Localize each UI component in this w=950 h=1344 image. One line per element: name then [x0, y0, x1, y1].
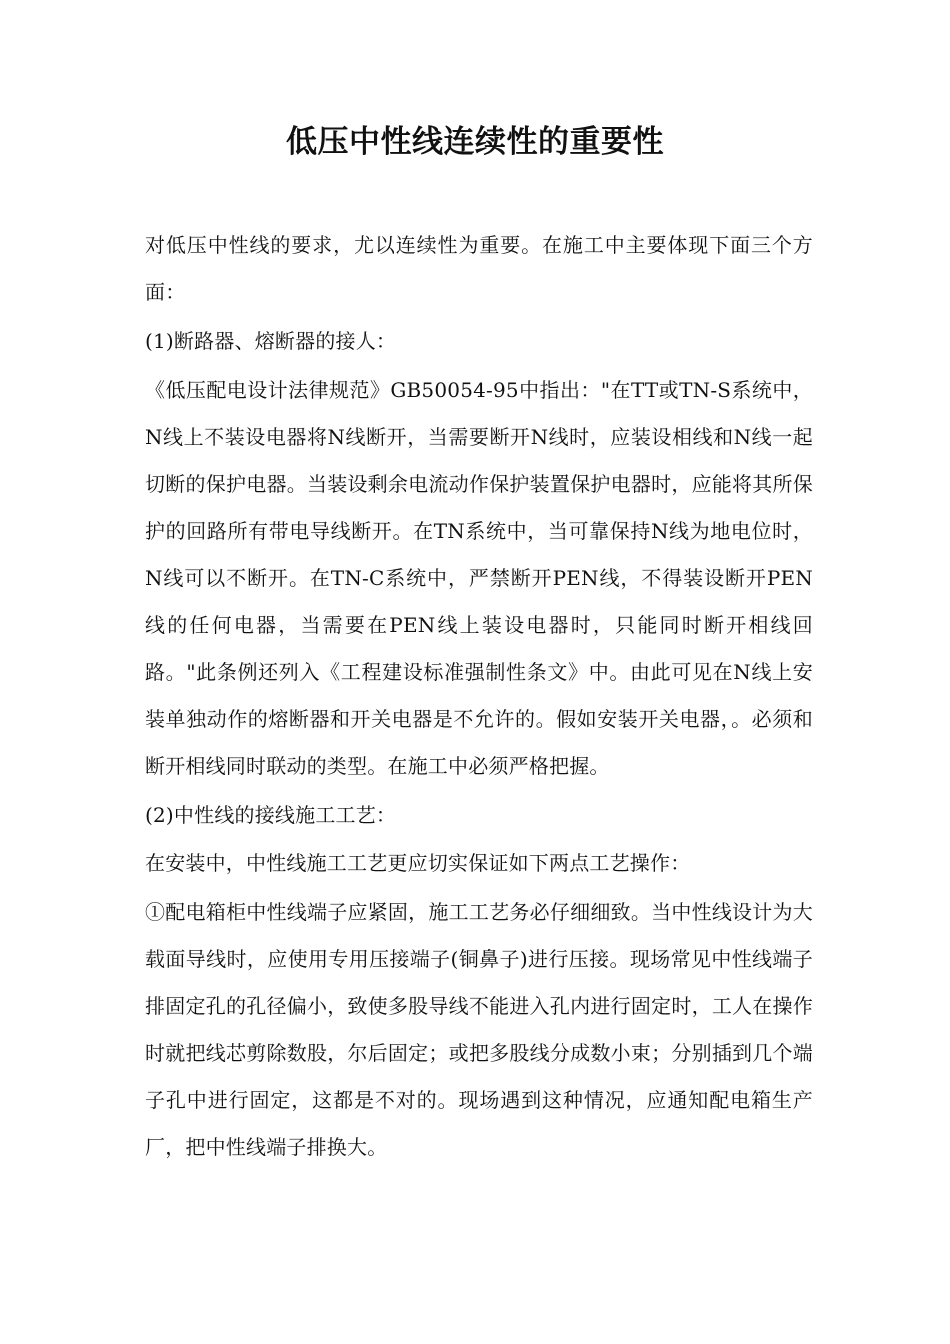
- paragraph-regulation: 《低压配电设计法律规范》GB50054-95中指出："在TT或TN-S系统中，N线上不装设电器将N线断开，当需要断开N线时，应装设相线和N线一起切断的保护电器。当装设剩余电流动作保护装置保护电器时，应能将其所保护的回路所有带电导线断开。在TN系统中，当可靠保持N线为地电位时，N线可以不断开。在TN-C系统中，严禁断开PEN线，不得装设断开PEN线的任何电器，当需要在PEN线上装设电器时，只能同时断开相线回路。"此条例还列入《工程建设标准强制性条文》中。由此可见在N线上安装单独动作的熔断器和开关电器是不允许的。假如安装开关电器，。必须和断开相线同时联动的类型。在施工中必须严格把握。: [145, 378, 813, 778]
- paragraph-process-intro: 在安装中，中性线施工工艺更应切实保证如下两点工艺操作：: [145, 851, 691, 875]
- paragraph-heading-1: (1)断路器、熔断器的接人：: [145, 329, 397, 353]
- paragraph-point-1: ①配电箱柜中性线端子应紧固，施工工艺务必仔细细致。当中性线设计为大载面导线时，应使用专用压接端子(铜鼻子)进行压接。现场常见中性线端子排固定孔的孔径偏小，致使多股导线不能进入孔内进行固定时，工人在操作时就把线芯剪除数股，尔后固定；或把多股线分成数小束；分别插到几个端子孔中进行固定，这都是不对的。现场遇到这种情况，应通知配电箱生产厂，把中性线端子排换大。: [145, 900, 813, 1159]
- paragraph-heading-2: (2)中性线的接线施工工艺：: [145, 803, 397, 827]
- document-title: 低压中性线连续性的重要性: [286, 124, 664, 160]
- paragraph-intro: 对低压中性线的要求，尤以连续性为重要。在施工中主要体现下面三个方面：: [145, 233, 813, 304]
- document-body: [145, 222, 813, 1174]
